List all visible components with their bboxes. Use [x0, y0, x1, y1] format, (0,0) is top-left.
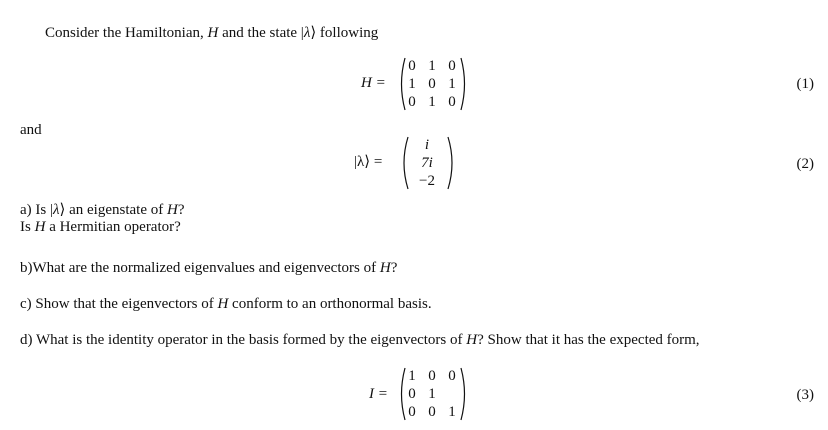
matrix-row: 1 0 0 — [408, 368, 456, 384]
eq1-lhs: H = — [361, 75, 386, 91]
question-a-line2: Is H a Hermitian operator? — [20, 219, 181, 235]
matrix-row: 0 1 0 — [408, 94, 456, 110]
eq2-lhs: |λ⟩ = — [354, 154, 383, 170]
vector-cells — [416, 136, 438, 190]
question-a-line1: a) Is |λ⟩ an eigenstate of H? — [20, 202, 185, 218]
matrix-row: 0 1 — [408, 386, 436, 402]
matrix-cells — [402, 367, 462, 421]
identity-matrix — [397, 366, 469, 422]
matrix-row: 1 0 1 — [408, 76, 456, 92]
hamiltonian-matrix — [397, 56, 469, 112]
vector-entry: i — [424, 137, 430, 153]
question-d: d) What is the identity operator in the basis formed by the eigenvectors of H? Show that it has the expected form, — [20, 332, 700, 348]
matrix-row: 0 0 1 — [408, 404, 456, 420]
matrix-cells — [402, 57, 462, 111]
equation-number-2: (2) — [796, 156, 814, 172]
vector-entry: 7i — [421, 155, 433, 171]
question-b: b)What are the normalized eigenvalues and eigenvectors of H? — [20, 260, 398, 276]
state-vector — [398, 135, 456, 191]
intro-text: Consider the Hamiltonian, H and the state |λ⟩ following — [45, 25, 379, 41]
equation-number-3: (3) — [796, 387, 814, 403]
eq3-lhs: I = — [369, 386, 388, 402]
vector-entry: −2 — [419, 173, 435, 189]
matrix-row: 0 1 0 — [408, 58, 456, 74]
question-c: c) Show that the eigenvectors of H conform to an orthonormal basis. — [20, 296, 432, 312]
and-text: and — [20, 122, 42, 138]
equation-number-1: (1) — [796, 76, 814, 92]
